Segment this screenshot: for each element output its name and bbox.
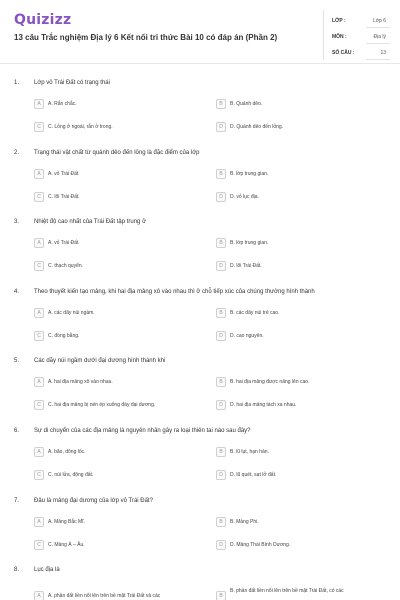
option-badge: A <box>34 591 44 600</box>
option-text: C. núi lửa, động đất. <box>48 472 94 478</box>
option-badge: C <box>34 261 44 271</box>
option-a[interactable] <box>34 377 204 389</box>
option-text: A. vỏ Trái Đất <box>48 171 79 177</box>
option-badge: D <box>216 470 226 480</box>
option-b[interactable] <box>216 99 396 111</box>
meta-subject-label: MÔN : <box>332 34 347 40</box>
option-a[interactable] <box>34 238 204 250</box>
question-text: Sự di chuyển của các địa mảng là nguyên nhân gây ra loại thiên tai nào sau đây? <box>34 428 251 434</box>
option-badge: D <box>216 400 226 410</box>
option-text: B. Quánh dẻo. <box>230 101 263 107</box>
meta-divider <box>366 27 390 28</box>
option-badge: A <box>34 169 44 179</box>
option-text: D. Quánh dẻo đến lỏng. <box>230 124 284 130</box>
option-a[interactable] <box>34 169 204 181</box>
option-badge: D <box>216 192 226 202</box>
option-badge: D <box>216 261 226 271</box>
question-text: Trạng thái vật chất từ quánh dẻo đến lỏng là đặc điểm của lớp <box>34 150 200 156</box>
question-number: 6. <box>14 428 20 434</box>
option-text: A. hai địa mảng xô vào nhau. <box>48 379 113 385</box>
option-text: B. lớp trung gian. <box>230 240 269 246</box>
option-c[interactable] <box>34 261 204 273</box>
meta-subject <box>332 30 390 44</box>
option-text: A. phần đất liền nổi lên trên bề mặt Trái Đất và các <box>48 593 161 599</box>
option-badge: B <box>216 377 226 387</box>
option-a[interactable] <box>34 591 204 600</box>
option-text: C. đồng bằng. <box>48 333 80 339</box>
option-c[interactable] <box>34 122 204 134</box>
option-d[interactable] <box>216 470 396 482</box>
meta-divider <box>366 59 390 60</box>
option-text: D. vỏ lục địa. <box>230 194 259 200</box>
question-number: 8. <box>14 567 20 573</box>
option-badge: B <box>216 517 226 527</box>
option-badge: B <box>216 238 226 248</box>
option-b[interactable] <box>216 447 396 459</box>
meta-class <box>332 14 390 28</box>
option-badge: D <box>216 540 226 550</box>
quizizz-logo[interactable]: Quizizz <box>14 12 72 28</box>
option-d[interactable] <box>216 192 396 204</box>
option-c[interactable] <box>34 540 204 552</box>
option-a[interactable] <box>34 517 204 529</box>
option-c[interactable] <box>34 400 204 412</box>
option-d[interactable] <box>216 331 396 343</box>
option-b[interactable] <box>216 238 396 250</box>
option-text: B. lũ lụt, hạn hán. <box>230 449 269 455</box>
worksheet-header <box>0 0 400 64</box>
option-text: A. Rắn chắc. <box>48 101 77 107</box>
option-text: C. lõi Trái Đất. <box>48 194 80 200</box>
option-badge: C <box>34 400 44 410</box>
option-b[interactable] <box>216 169 396 181</box>
option-c[interactable] <box>34 331 204 343</box>
worksheet-title: 13 câu Trắc nghiệm Địa lý 6 Kết nối tri thức Bài 10 có đáp án (Phần 2) <box>14 33 278 42</box>
option-text: A. vỏ Trái Đất. <box>48 240 80 246</box>
meta-divider <box>366 43 390 44</box>
option-badge: A <box>34 99 44 109</box>
option-badge: B <box>216 447 226 457</box>
question-number: 7. <box>14 498 20 504</box>
option-text: B. Mảng Phi. <box>230 519 259 525</box>
option-a[interactable] <box>34 99 204 111</box>
option-badge: C <box>34 540 44 550</box>
option-text: C. thạch quyển. <box>48 263 84 269</box>
question-text: Lớp vỏ Trái Đất có trạng thái <box>34 80 110 86</box>
option-text: B. phần đất liền nổi lên trên bề mặt Trái Đất, có các <box>230 588 344 594</box>
question-number: 5. <box>14 358 20 364</box>
option-c[interactable] <box>34 470 204 482</box>
worksheet-meta <box>323 10 393 60</box>
option-text: C. Mảng Á – Âu. <box>48 542 85 548</box>
option-badge: C <box>34 470 44 480</box>
option-badge: B <box>216 591 226 600</box>
meta-count-value: 13 <box>380 50 386 56</box>
option-text: B. các dãy núi trẻ cao. <box>230 310 280 316</box>
option-d[interactable] <box>216 400 396 412</box>
option-badge: A <box>34 447 44 457</box>
option-text: D. Mảng Thái Bình Dương. <box>230 542 291 548</box>
option-text: C. hai địa mảng bị nén ép xuống đáy đại dương. <box>48 402 156 408</box>
option-b[interactable] <box>216 308 396 320</box>
question-text: Theo thuyết kiến tạo mảng, khi hai địa mảng xô vào nhau thì ở chỗ tiếp xúc của chúng thường hình thành <box>34 289 315 295</box>
question-text: Các dãy núi ngầm dưới đại dương hình thành khi <box>34 358 166 364</box>
option-text: C. Lỏng ở ngoài, rắn ở trong. <box>48 124 113 130</box>
option-badge: A <box>34 377 44 387</box>
option-a[interactable] <box>34 308 204 320</box>
option-badge: A <box>34 517 44 527</box>
option-text: D. lũ quét, sạt lở đất. <box>230 472 277 478</box>
question-text: Nhiệt độ cao nhất của Trái Đất tập trung ở <box>34 219 146 225</box>
option-b[interactable] <box>216 517 396 529</box>
option-b[interactable] <box>216 588 396 600</box>
option-badge: A <box>34 238 44 248</box>
option-badge: C <box>34 122 44 132</box>
option-text: D. hai địa mảng tách xa nhau. <box>230 402 297 408</box>
option-badge: A <box>34 308 44 318</box>
option-b[interactable] <box>216 377 396 389</box>
meta-count-label: SỐ CÂU : <box>332 50 355 56</box>
option-text: D. cao nguyên. <box>230 333 264 339</box>
meta-class-label: LỚP : <box>332 18 346 24</box>
question-number: 3. <box>14 219 20 225</box>
option-c[interactable] <box>34 192 204 204</box>
option-text: A. bão, dông lốc. <box>48 449 86 455</box>
question-text: Đâu là mảng đại dương của lớp vỏ Trái Đất? <box>34 498 153 504</box>
option-text: A. các dãy núi ngầm. <box>48 310 95 316</box>
option-text: D. lõi Trái Đất. <box>230 263 262 269</box>
option-d[interactable] <box>216 540 396 552</box>
option-badge: D <box>216 122 226 132</box>
option-badge: D <box>216 331 226 341</box>
option-badge: B <box>216 169 226 179</box>
question-number: 1. <box>14 80 20 86</box>
option-text: B. hai địa mảng được nâng lên cao. <box>230 379 310 385</box>
meta-class-value: Lớp 6 <box>372 18 386 24</box>
option-badge: B <box>216 308 226 318</box>
question-text: Lục địa là <box>34 567 60 573</box>
meta-count <box>332 46 390 60</box>
option-a[interactable] <box>34 447 204 459</box>
option-d[interactable] <box>216 122 396 134</box>
option-badge: C <box>34 192 44 202</box>
question-number: 2. <box>14 150 20 156</box>
meta-subject-value: Địa lý <box>373 34 386 40</box>
option-d[interactable] <box>216 261 396 273</box>
option-badge: C <box>34 331 44 341</box>
option-badge: B <box>216 99 226 109</box>
option-text: B. lớp trung gian. <box>230 171 269 177</box>
option-text: A. Mảng Bắc Mĩ. <box>48 519 85 525</box>
question-number: 4. <box>14 289 20 295</box>
